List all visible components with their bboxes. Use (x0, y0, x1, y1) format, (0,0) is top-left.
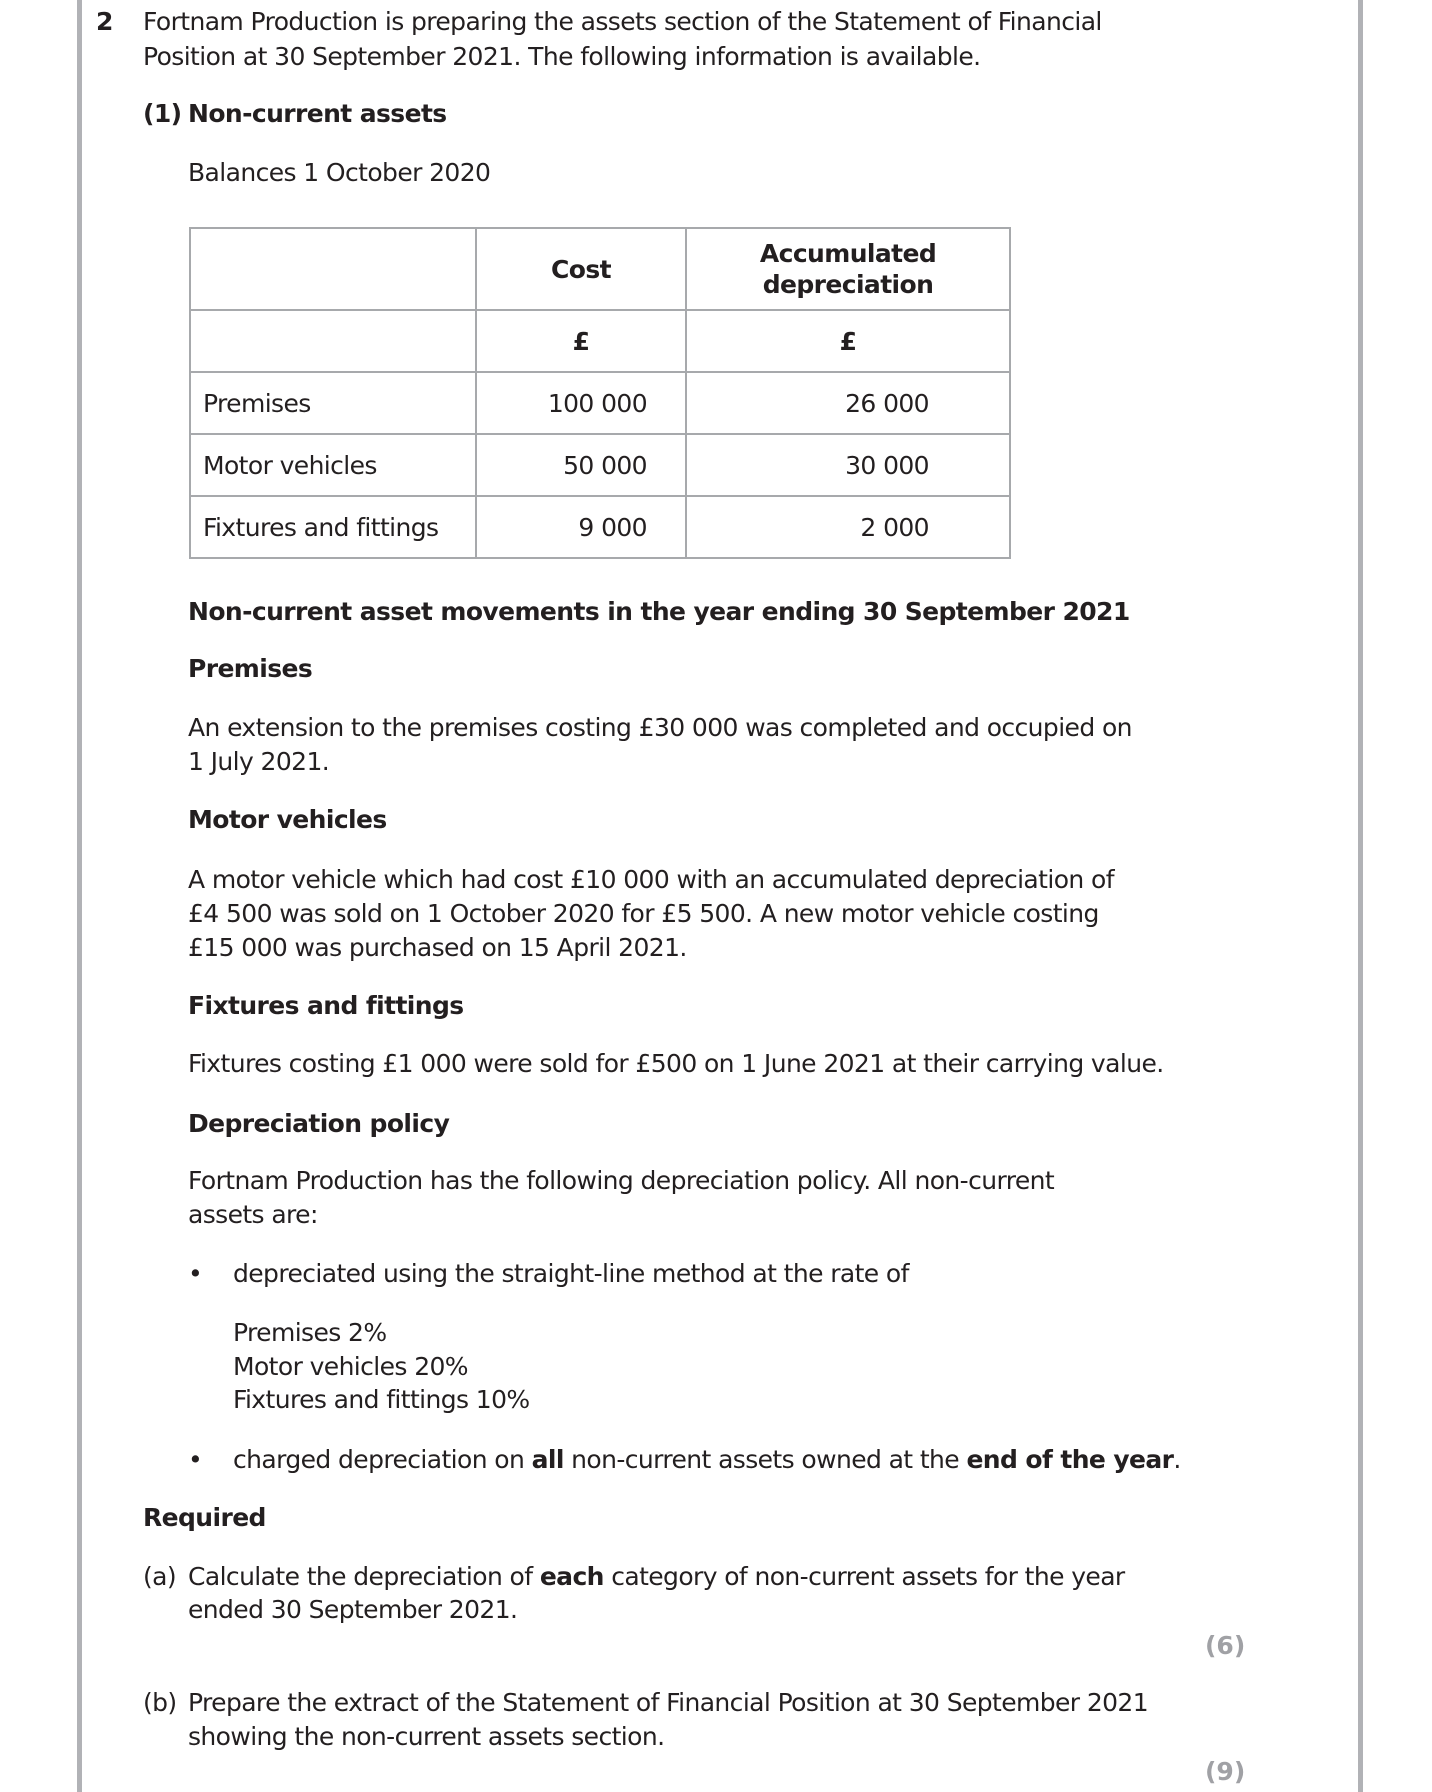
header-accum-line2: depreciation (762, 270, 934, 299)
units-cost: £ (476, 310, 686, 372)
bullet-2-text-b: non-current assets owned at the (563, 1445, 967, 1474)
asset-cost: 100 000 (476, 372, 686, 434)
rate-fixtures: Fixtures and fittings 10% (233, 1385, 530, 1414)
premises-text-line-2: 1 July 2021. (188, 747, 330, 776)
movements-title: Non-current asset movements in the year ending 30 September 2021 (188, 597, 1130, 626)
section-1-label: (1) (143, 99, 182, 128)
motor-vehicles-text-line-3: £15 000 was purchased on 15 April 2021. (188, 933, 687, 962)
asset-accumulated-depreciation: 2 000 (686, 496, 1010, 558)
intro-line-1: Fortnam Production is preparing the assets section of the Statement of Financial (143, 7, 1102, 36)
asset-accumulated-depreciation: 30 000 (686, 434, 1010, 496)
bullet-icon: • (188, 1259, 203, 1288)
fixtures-heading: Fixtures and fittings (188, 991, 464, 1020)
asset-cost: 9 000 (476, 496, 686, 558)
intro-line-2: Position at 30 September 2021. The following information is available. (143, 42, 981, 71)
part-a-line-2: ended 30 September 2021. (188, 1595, 518, 1624)
part-b-marks: (9) (1205, 1757, 1246, 1786)
asset-name: Fixtures and fittings (190, 496, 476, 558)
part-b-line-2: showing the non-current assets section. (188, 1722, 665, 1751)
right-margin-border (1358, 0, 1363, 1792)
part-a-bold-each: each (539, 1562, 604, 1591)
units-accumulated: £ (686, 310, 1010, 372)
policy-bullet-1: depreciated using the straight-line method at the rate of (233, 1259, 909, 1288)
bullet-2-bold-all: all (531, 1445, 564, 1474)
policy-intro-line-1: Fortnam Production has the following depreciation policy. All non-current (188, 1166, 1055, 1195)
asset-name: Premises (190, 372, 476, 434)
rate-premises: Premises 2% (233, 1318, 387, 1347)
fixtures-text: Fixtures costing £1 000 were sold for £500 on 1 June 2021 at their carrying value. (188, 1049, 1164, 1078)
motor-vehicles-text-line-2: £4 500 was sold on 1 October 2020 for £5 500. A new motor vehicle costing (188, 899, 1099, 928)
motor-vehicles-heading: Motor vehicles (188, 805, 387, 834)
depreciation-policy-heading: Depreciation policy (188, 1109, 450, 1138)
part-a-line-1 (188, 1560, 1125, 1594)
part-b-label: (b) (143, 1688, 177, 1717)
bullet-2-text-c: . (1173, 1445, 1181, 1474)
table-row (190, 372, 1010, 434)
premises-text-line-1: An extension to the premises costing £30 000 was completed and occupied on (188, 713, 1132, 742)
units-empty-cell (190, 310, 476, 372)
left-margin-border (77, 0, 82, 1792)
header-cost: Cost (476, 228, 686, 310)
section-1-title: Non-current assets (188, 99, 447, 128)
rate-motor-vehicles: Motor vehicles 20% (233, 1352, 468, 1381)
balances-table (189, 227, 1011, 559)
header-empty-cell (190, 228, 476, 310)
table-row (190, 496, 1010, 558)
table-units-row (190, 310, 1010, 372)
bullet-2-bold-end-of-year: end of the year (966, 1445, 1174, 1474)
table-header-row (190, 228, 1010, 310)
asset-cost: 50 000 (476, 434, 686, 496)
header-accumulated-depreciation (686, 228, 1010, 310)
bullet-icon: • (188, 1445, 203, 1474)
header-accum-line1: Accumulated (759, 239, 937, 268)
balances-caption: Balances 1 October 2020 (188, 158, 491, 187)
part-a-label: (a) (143, 1562, 177, 1591)
part-a-marks: (6) (1205, 1631, 1246, 1660)
part-a-text-1: Calculate the depreciation of (188, 1562, 540, 1591)
part-a-text-2: category of non-current assets for the year (603, 1562, 1125, 1591)
question-number: 2 (96, 7, 114, 36)
asset-accumulated-depreciation: 26 000 (686, 372, 1010, 434)
bullet-2-text-a: charged depreciation on (233, 1445, 532, 1474)
table-row (190, 434, 1010, 496)
motor-vehicles-text-line-1: A motor vehicle which had cost £10 000 with an accumulated depreciation of (188, 865, 1114, 894)
policy-bullet-2 (233, 1443, 1181, 1477)
policy-intro-line-2: assets are: (188, 1200, 318, 1229)
premises-heading: Premises (188, 654, 313, 683)
part-b-line-1: Prepare the extract of the Statement of Financial Position at 30 September 2021 (188, 1688, 1149, 1717)
required-heading: Required (143, 1503, 266, 1532)
asset-name: Motor vehicles (190, 434, 476, 496)
